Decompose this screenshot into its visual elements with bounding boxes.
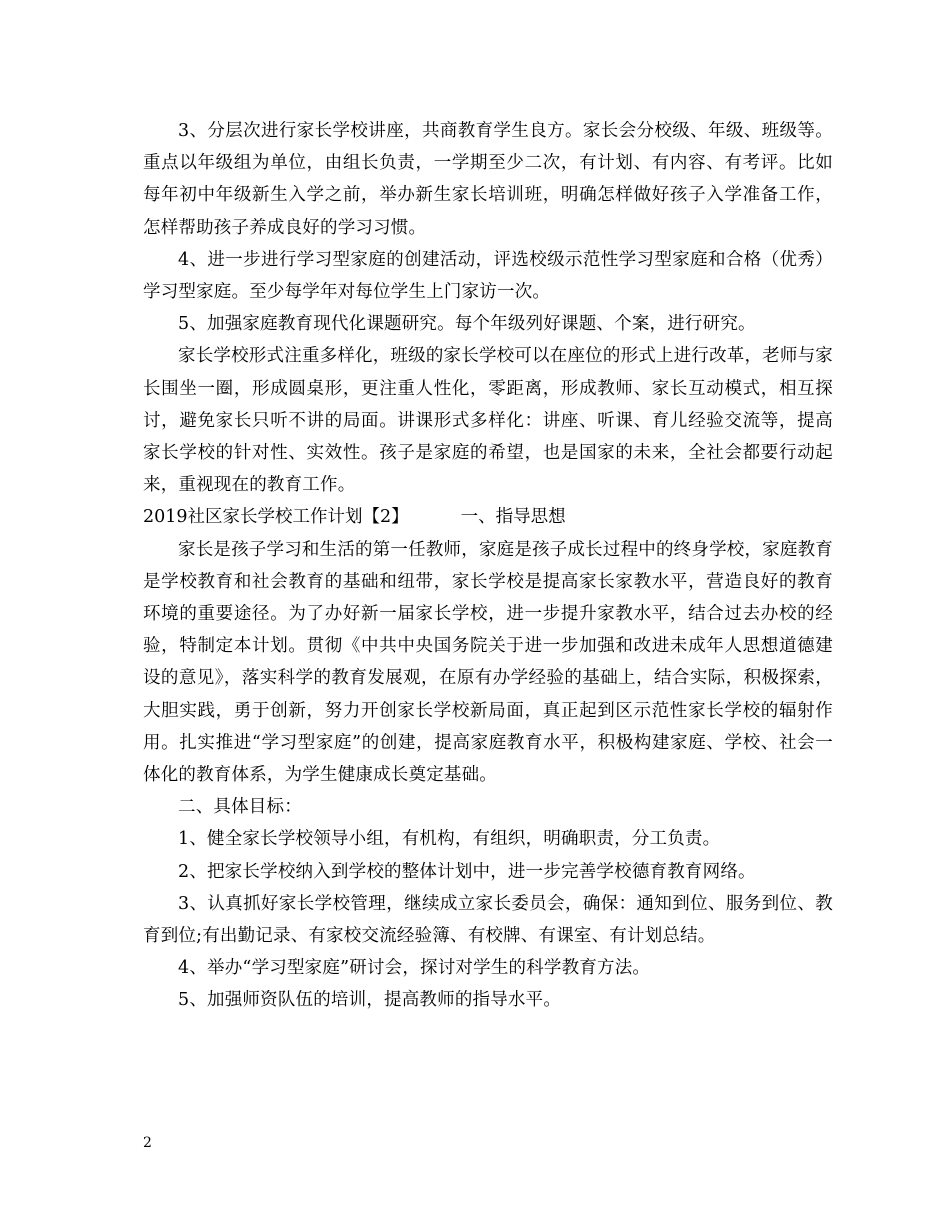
- list-item: 1、健全家长学校领导小组，有机构，有组织，明确职责，分工负责。: [178, 829, 721, 850]
- section-heading: [143, 501, 833, 533]
- list-item: 5、加强师资队伍的培训，提高教师的指导水平。: [178, 990, 562, 1011]
- paragraph: 4、进一步进行学习型家庭的创建活动，评选校级示范性学习型家庭和合格（优秀）学习型家庭。至少每学年对每位学生上门家访一次。: [143, 249, 833, 303]
- section-subtitle: 一、指导思想: [460, 507, 566, 528]
- document-body: [143, 115, 833, 1017]
- paragraph: 家长是孩子学习和生活的第一任教师，家庭是孩子成长过程中的终身学校，家庭教育是学校教育和社会教育的基础和纽带，家长学校是提高家长家教水平，营造良好的教育环境的重要途径。为了办好新一届家长学校，进一步提升家教水平，结合过去办校的经验，特制定本计划。贯彻《中共中央国务院关于进一步加强和改进未成年人思想道德建设的意见》，落实科学的教育发展观，在原有办学经验的基础上，结合实际，积极探索，大胆实践，勇于创新，努力开创家长学校新局面，真正起到区示范性家长学校的辐射作用。扎实推进“学习型家庭”的创建，提高家庭教育水平，积极构建家庭、学校、社会一体化的教育体系，为学生健康成长奠定基础。: [143, 539, 833, 786]
- list-item: 4、举办“学习型家庭”研讨会，探讨对学生的科学教育方法。: [178, 958, 651, 979]
- paragraph: 3、分层次进行家长学校讲座，共商教育学生良方。家长会分校级、年级、班级等。重点以年级组为单位，由组长负责，一学期至少二次，有计划、有内容、有考评。比如每年初中年级新生入学之前，举办新生家长培训班，明确怎样做好孩子入学准备工作，怎样帮助孩子养成良好的学习习惯。: [143, 121, 833, 238]
- subheading: 二、具体目标：: [178, 797, 302, 818]
- paragraph: 5、加强家庭教育现代化课题研究。每个年级列好课题、个案，进行研究。: [178, 314, 756, 335]
- list-item: 2、把家长学校纳入到学校的整体计划中，进一步完善学校德育教育网络。: [178, 861, 756, 882]
- list-item: 3、认真抓好家长学校管理，继续成立家长委员会，确保：通知到位、服务到位、教育到位;有出勤记录、有家校交流经验簿、有校牌、有课室、有计划总结。: [143, 893, 833, 947]
- section-title: 2019社区家长学校工作计划【2】: [143, 507, 409, 528]
- paragraph: 家长学校形式注重多样化，班级的家长学校可以在座位的形式上进行改革，老师与家长围坐一圈，形成圆桌形，更注重人性化，零距离，形成教师、家长互动模式，相互探讨，避免家长只听不讲的局面。讲课形式多样化：讲座、听课、育儿经验交流等，提高家长学校的针对性、实效性。孩子是家庭的希望，也是国家的未来，全社会都要行动起来，重视现在的教育工作。: [143, 346, 833, 496]
- page-number: 2: [143, 1135, 152, 1151]
